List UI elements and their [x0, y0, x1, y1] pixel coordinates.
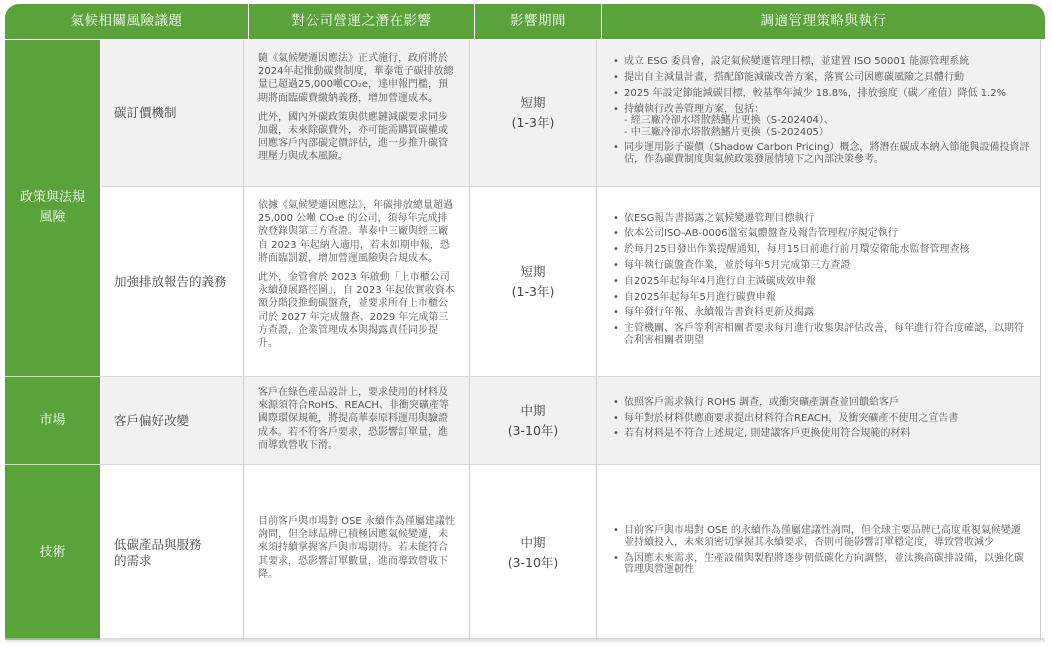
period-range: (3-10年) — [507, 554, 559, 570]
category-policy: 政策與法規 風險 — [5, 40, 100, 376]
column-divider — [469, 40, 470, 640]
impact-emission-reporting — [244, 187, 469, 376]
strategy-item: • 持續執行改善管理方案，包括： - 經三廠冷卻水塔散熱鰭片更換（S-202404）、 - 中三廠冷卻水塔散熱鰭片更換（S-202405） — [613, 104, 1030, 138]
impact-paragraph: 隨《氣候變遷因應法》正式施行，政府將於2024年起推動碳費制度，華泰電子碳排放總量已超過25,000噸CO₂e，達申報門檻，預期將面臨碳費繳納義務，增加營運成本。 — [258, 53, 454, 104]
period-term: 短期 — [520, 263, 546, 279]
period-term: 中期 — [520, 402, 546, 418]
strategy-item: • 為因應未來需求，生產設備與製程將逐步朝低碳化方向調整，並汰換高碳排設備，以強化碳管理與營運韌性 — [613, 553, 1030, 576]
strategy-item: • 同步運用影子碳價（Shadow Carbon Pricing）概念，將潛在碳成本納入節能與設備投資評估，作為碳費制度與氣候政策發展情境下之內部決策參考。 — [613, 142, 1030, 165]
header-risk-issue: 氣候相關風險議題 — [5, 4, 248, 39]
period-range: (1-3年) — [511, 115, 555, 130]
period-range: (1-3年) — [511, 283, 555, 299]
strategy-low-carbon-demand — [597, 465, 1040, 640]
period-range: (3-10年) — [507, 422, 559, 438]
strategy-item: • 依ESG報告書揭露之氣候變遷管理目標執行 — [613, 213, 1030, 224]
table-bottom-shadow — [5, 638, 1045, 644]
impact-carbon-pricing — [244, 40, 469, 186]
category-tech: 技術 — [5, 465, 100, 640]
strategy-item: • 2025 年設定節能減碳目標，較基準年減少 18.8%，排放強度（碳／產值）降低 1.2% — [613, 88, 1030, 99]
header-impact: 對公司營運之潛在影響 — [249, 4, 474, 39]
period-term: 短期 — [520, 95, 546, 110]
strategy-list — [613, 525, 1030, 579]
row-divider — [5, 464, 1040, 465]
header-strategy: 調適管理策略與執行 — [602, 4, 1045, 39]
strategy-item: • 自2025年起每年4月進行自主減碳成效申報 — [613, 276, 1030, 287]
strategy-item: • 主管機關、客戶等利害相關者要求每月進行收集與評估改善，每年進行符合度確認，以期符合利害相關者期望 — [613, 323, 1030, 346]
header-period: 影響期間 — [475, 4, 601, 39]
period-term: 中期 — [520, 534, 546, 550]
strategy-item: • 每年發行年報、永續報告書資料更新及揭露 — [613, 307, 1030, 318]
strategy-list — [613, 397, 1030, 444]
strategy-emission-reporting — [597, 187, 1040, 376]
impact-paragraph: 此外，金管會於 2023 年啟動「上市櫃公司永續發展路徑圖」，自 2023 年起依實收資本額分階段推動碳盤查，並要求所有上市櫃公司於 2027 年完成盤查、2029 年完成第三方查證，企業管理成本與揭露責任同步提升。 — [258, 272, 455, 350]
strategy-list — [613, 56, 1030, 169]
period-carbon-pricing — [470, 40, 596, 186]
strategy-item: • 若有材料是不符合上述規定, 則建議客戶更換使用符合規範的材料 — [613, 428, 1030, 439]
table-right-border — [1040, 40, 1041, 640]
issue-emission-reporting: 加強排放報告的義務 — [101, 187, 256, 376]
column-divider — [243, 40, 244, 640]
strategy-list — [613, 213, 1030, 351]
strategy-item: • 每年對於材料供應商要求提出材料符合REACH，及衝突礦產不使用之宣告書 — [613, 413, 1030, 424]
period-emission-reporting — [470, 187, 596, 376]
row-divider — [5, 376, 1040, 377]
strategy-customer-preference — [597, 377, 1040, 464]
issue-carbon-pricing: 碳訂價機制 — [101, 40, 256, 186]
strategy-item: • 於每月25日發出作業提醒通知，每月15日前進行前月環安衛能水監督管理查核 — [613, 244, 1030, 255]
strategy-item: • 依照客戶需求執行 ROHS 調查，或衝突礦產調查並回饋給客戶 — [613, 397, 1030, 408]
strategy-item: • 自2025年起每年5月進行碳費申報 — [613, 292, 1030, 303]
period-low-carbon-demand — [470, 465, 596, 640]
issue-low-carbon-demand: 低碳產品與服務 的需求 — [101, 465, 256, 640]
strategy-item: • 提出自主減量計畫，搭配節能減碳改善方案，落實公司因應碳風險之具體行動 — [613, 72, 1030, 83]
impact-customer-preference — [244, 377, 469, 464]
column-divider — [596, 40, 597, 640]
issue-customer-preference: 客戶偏好改變 — [101, 377, 256, 464]
strategy-item: • 依本公司ISO-AB-0006溫室氣體盤查及報告管理程序規定執行 — [613, 228, 1030, 239]
strategy-item: • 每年執行碳盤查作業，並於每年5月完成第三方查證 — [613, 260, 1030, 271]
strategy-item: • 目前客戶與市場對 OSE 的永續作為僅屬建議性詢問，但全球主要品牌已高度重視氣候變遷並持續投入，未來須密切掌握其永續要求，否則可能影響訂單穩定度，導致營收減少 — [613, 525, 1030, 548]
impact-low-carbon-demand — [244, 465, 469, 640]
table-header — [5, 4, 1045, 39]
impact-paragraph: 依據《氣候變遷因應法》，年碳排放總量超過25,000 公噸 CO₂e 的公司，須每年完成排放登錄與第三方查證。華泰中三廠與經三廠自 2023 年起納入適用，若未如期申報，恐將面臨罰鍰，增加營運風險與合規成本。 — [258, 200, 453, 264]
period-customer-preference — [470, 377, 596, 464]
category-market: 市場 — [5, 377, 100, 464]
impact-paragraph: 此外，國內外碳政策與供應鏈減碳要求同步加嚴，未來除碳費外，亦可能需購買碳權或回應客戶內部碳定價評估，進一步推升碳管理壓力與成本風險。 — [258, 111, 448, 163]
impact-paragraph: 客戶在綠色產品設計上，要求使用的材料及來源須符合RoHS、REACH、非衝突礦產等國際環保規範，將提高華泰原料運用與驗證成本。若不符客戶要求，恐影響訂單量，進而導致營收下滑。 — [258, 387, 449, 451]
strategy-carbon-pricing — [597, 40, 1040, 186]
impact-paragraph: 目前客戶與市場對 OSE 永續作為僅屬建議性詢問，但全球品牌已積極因應氣候變遷，未來須持續掌握客戶與市場期待。若未能符合其要求，恐影響訂單數量，進而導致營收下降。 — [258, 516, 455, 580]
row-divider — [101, 186, 1040, 187]
strategy-item: • 成立 ESG 委員會，設定氣候變遷管理目標，並建置 ISO 50001 能源管理系統 — [613, 56, 1030, 67]
